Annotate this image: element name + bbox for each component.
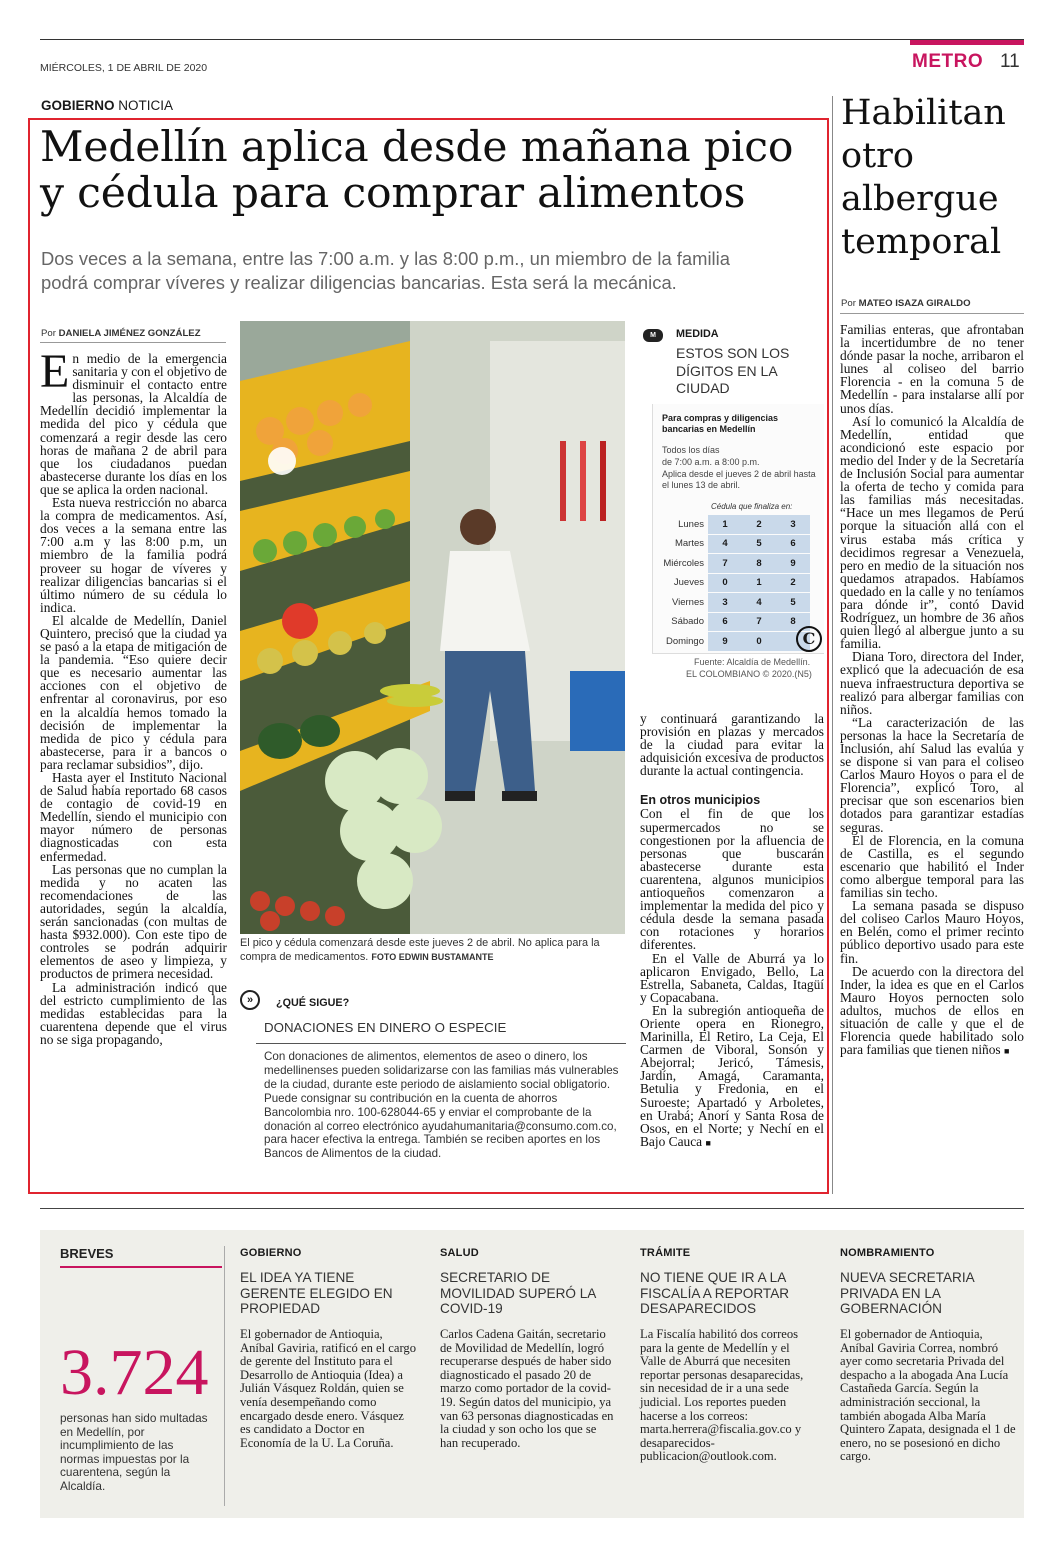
byline-author: DANIELA JIMÉNEZ GONZÁLEZ xyxy=(58,328,201,339)
breves-divider xyxy=(224,1246,225,1506)
table-digit: 3 xyxy=(776,515,810,534)
measure-badge: M xyxy=(643,329,663,342)
headline xyxy=(40,125,830,217)
byline xyxy=(41,328,201,339)
breve-text: La Fiscalía habilitó dos correos para la gente de Medellín y el Valle de Aburrá que necesiten reportar personas desaparecidas, sin necesidad de ir a una sede judicial. Los reportes pueden hacerse a los correos: marta.herrera@fiscalia.gov.co y desaparecidos-publicacion@outlook.com. xyxy=(640,1327,804,1464)
col3-paragraph-2: Con el fin de que los supermercados no se congestionen por la afluencia de personas que buscarán abastecerse durante esta cuarentena, algunos municipios antioqueños comenzaron a implementar la medida del pico y cédula desde la semana pasada con rotaciones y horarios diferentes. xyxy=(640,806,824,953)
breves-number-caption: personas han sido multadas en Medellín, por incumplimiento de las normas impuestas por la cuarentena, según la Alcaldía. xyxy=(60,1411,208,1493)
table-row xyxy=(658,515,810,534)
top-rule xyxy=(40,39,1024,40)
side-byline xyxy=(841,298,971,309)
breves-label: BREVES xyxy=(60,1246,114,1261)
table-digit: 4 xyxy=(742,593,776,612)
side-paragraph-5: El de Florencia, en la comuna de Castilla, es el segundo escenario que habilitó el Inder como albergue temporal para las familias sin techo. xyxy=(840,832,1024,901)
breve-section: TRÁMITE xyxy=(640,1247,691,1259)
table-row xyxy=(658,535,810,554)
table-digit: 0 xyxy=(742,632,776,651)
table-digit: 1 xyxy=(742,574,776,593)
breve-item xyxy=(440,1247,616,1450)
table-row xyxy=(658,613,810,632)
breves-label-rule xyxy=(60,1266,222,1268)
infographic-desc-3: Aplica desde el jueves 2 de abril hasta el lunes 13 de abril. xyxy=(662,469,816,490)
column-3 xyxy=(640,712,824,1150)
col1-paragraph-1: n medio de la emergencia sanitaria y con el objetivo de disminuir el contacto entre las personas, la Alcaldía de Medellín decidió implementar la medida del pico y cédula que comenzará a regir desde las cero horas de mañana 2 de abril para que los ciudadanos puedan abastecerse durante los días en los que se aplica la orden nacional. xyxy=(40,351,227,497)
side-paragraph-3: Diana Toro, directora del Inder, explicó que la adecuación de esa nueva infraestructura deportiva se realizó para albergar familias con niños. xyxy=(840,649,1024,717)
col3-paragraph-4 xyxy=(640,1004,824,1150)
side-byline-prefix: Por xyxy=(841,298,856,309)
breve-text: El gobernador de Antioquia, Aníbal Gaviria, ratificó en el cargo de gerente del Instituto para el Desarrollo de Antioquia (Idea) a Julián Vásquez Roldán, quien se venía desempeñando como encargado desde enero. Vásquez es candidato a Doctor en Economía de la U. La Coruña. xyxy=(240,1327,417,1450)
table-digit: 5 xyxy=(776,593,810,612)
table-row xyxy=(658,593,810,612)
breve-item xyxy=(840,1247,1016,1464)
table-digit: 2 xyxy=(776,574,810,593)
section-name: METRO xyxy=(912,51,984,72)
kicker xyxy=(41,98,173,113)
side-end-mark: ■ xyxy=(1004,1046,1010,1057)
breves-top-rule xyxy=(40,1208,1024,1209)
table-day: Viernes xyxy=(671,596,704,608)
breve-item xyxy=(240,1247,416,1450)
table-digit: 5 xyxy=(742,535,776,554)
headline-line-1: Medellín aplica desde mañana pico xyxy=(40,123,794,172)
cedula-table-body xyxy=(658,515,810,651)
end-mark: ■ xyxy=(705,1137,711,1148)
breve-text: El gobernador de Antioquia, Aníbal Gaviria Correa, nombró ayer como secretaria Privada del despacho a la abogada Ana Lucía Castañeda García. Según la administración seccional, la también abogada Alba María Quintero Zapata, designada el 1 de enero, no se posesionó en dicho cargo. xyxy=(840,1327,1016,1464)
next-steps-label: ¿QUÉ SIGUE? xyxy=(276,997,350,1009)
infographic-copyright: EL COLOMBIANO © 2020.(N5) xyxy=(686,669,812,679)
table-digit: 7 xyxy=(708,554,742,573)
col3-subhead: En otros municipios xyxy=(640,793,761,808)
kicker-type: NOTICIA xyxy=(118,98,174,113)
col3-paragraph-1: y continuará garantizando la provisión en plazas y mercados de la ciudad para evitar la adquisición excesiva de productos durante la actual contingencia. xyxy=(640,711,824,779)
table-digit: 7 xyxy=(742,613,776,632)
table-digit: 1 xyxy=(708,515,742,534)
byline-rule xyxy=(40,342,226,343)
table-column-header: Cédula que finaliza en: xyxy=(711,502,793,511)
table-digit: 4 xyxy=(708,535,742,554)
table-digit: 6 xyxy=(776,535,810,554)
photo-credit: FOTO EDWIN BUSTAMANTE xyxy=(371,951,494,962)
headline-line-2: y cédula para comprar alimentos xyxy=(40,169,746,218)
side-byline-author: MATEO ISAZA GIRALDO xyxy=(858,298,971,309)
table-day: Martes xyxy=(674,538,704,550)
col1-paragraph-3: El alcalde de Medellín, Daniel Quintero, precisó que la ciudad ya se pasó a la etapa de mitigación de la pandemia. “Eso quiere decir que es necesario aumentar las acciones con el objetivo de enfrentar al coronavirus, por eso en la alcaldía hemos tomado la decisión de implementar la medida de pico y cédula para abastecerse, para ir a bancos o para reclamar subsidios”, dijo. xyxy=(40,612,227,772)
side-paragraph-7-text: De acuerdo con la directora del Inder, la idea es que en el Carlos Mauro Hoyos pernocten solo adultos, muchos de ellos en situación de calle y que el de Florencia quede habilitado solo para familias que tienen niños xyxy=(840,963,1024,1058)
deck xyxy=(41,247,826,294)
breve-item xyxy=(640,1247,816,1464)
drop-cap: E xyxy=(40,345,70,398)
supermarket-illustration xyxy=(240,321,625,934)
side-headline: Habilitan otro albergue temporal xyxy=(841,93,1006,262)
col1-paragraph-2: Esta nueva restricción no abarca la compra de medicamentos. Así, dos veces a la semana entre las 7:00 a.m y las 8:00 p.m, un miembro de la familia podrá proveer su hogar de víveres y realizar diligencias bancarias si el último número de su cédula lo indica. xyxy=(40,495,227,615)
side-paragraph-7 xyxy=(840,965,1024,1059)
side-paragraph-4: “La caracterización de las personas la hace la Secretaría de Inclusión, ahí Salud las evalúa y se dispone si van para el coliseo Carlos Mauro Hoyos o para el de Florencia”, explicó Toro, al precisar que son escenarios bien dotados para garantizar estadías seguras. xyxy=(840,714,1024,835)
page-number: 11 xyxy=(1000,51,1020,72)
date-line: MIÉRCOLES, 1 DE ABRIL DE 2020 xyxy=(40,62,208,74)
infographic-desc-2: de 7:00 a.m. a 8:00 p.m. xyxy=(662,457,760,467)
next-steps-icon: » xyxy=(240,990,260,1010)
table-row xyxy=(658,632,810,651)
side-divider xyxy=(832,96,833,1194)
breve-title: SECRETARIO DE MOVILIDAD SUPERÓ LA COVID-19 xyxy=(440,1270,596,1316)
next-steps-text: Con donaciones de alimentos, elementos de aseo o dinero, los medellinenses pueden solidarizarse con las familias más vulnerables de la ciudad, durante este periodo de aislamiento social obligatorio. Puede consignar su contribución en la cuenta de ahorros Bancolombia nro. 100-628044-65 y enviar el comprobante de la donación al correo electrónico ayudahumanitaria@consumo.com.co, para hacer efectiva la entrega. También se reciben aportes en los Bancos de Alimentos de la ciudad. xyxy=(264,1050,619,1161)
caption-text: El pico y cédula comenzará desde este jueves 2 de abril. No aplica para la compra de medicamentos. xyxy=(240,937,600,963)
table-day: Domingo xyxy=(665,635,704,647)
infographic-desc-1: Todos los días xyxy=(662,445,720,455)
infographic-title: ESTOS SON LOS DÍGITOS EN LA CIUDAD xyxy=(676,345,790,397)
side-byline-rule xyxy=(840,313,1024,314)
column-1 xyxy=(40,345,227,1047)
col1-paragraph-4: Hasta ayer el Instituto Nacional de Salud había reportado 68 casos de contagio de covid-19 en Medellín, siendo el municipio con mayor número de personas diagnosticadas con esta enfermedad. xyxy=(40,770,227,864)
col1-paragraph-5: Las personas que no cumplan la medida y no acaten las recomendaciones de las autoridades, según la alcaldía, serán sancionadas (con multas de hasta $932.000). Con este tipo de controles se podrán adquirir elementos de aseo y limpieza, y productos de primera necesidad. xyxy=(40,861,227,982)
byline-prefix: Por xyxy=(41,328,56,339)
breve-text: Carlos Cadena Gaitán, secretario de Movilidad de Medellín, logró recuperarse después de haber sido diagnosticado el pasado 20 de marzo como portador de la covid-19. Según datos del municipio, ya van 63 personas diagnosticadas en la ciudad y son ocho los que se han recuperado. xyxy=(440,1327,614,1450)
side-paragraph-2: Así lo comunicó la Alcaldía de Medellín, entidad que acondicionó este espacio por medio del Inder y de la Secretaría de Inclusión Social para aumentar la oferta de techo y comida para las familias más necesitadas. “Hace un mes llegamos de Perú porque la situación allá con el virus estaba más crítica y decidimos regresar a Venezuela, pero en medio de la situación nos quedamos atrapados. Habíamos quedado en la calle y no teníamos para dónde ir”, contó David Rodríguez, un hombre de 36 años quien llegó al albergue junto a su familia. xyxy=(840,413,1024,652)
table-digit: 2 xyxy=(742,515,776,534)
article-photo xyxy=(240,321,625,934)
table-digit: 8 xyxy=(776,613,810,632)
col3-paragraph-4-text: En la subregión antioqueña de Oriente opera en Rionegro, Marinilla, El Retiro, La Ceja, El Carmen de Viboral, Sonsón y Abejorral; Jericó, Támesis, Jardín, Amagá, Caramanta, Betulia y Fredonia, en el Suroeste; Apartadó y Arboletes, en Urabá; Anorí y Santa Rosa de Osos, en el Norte; y Nechí en el Bajo Cauca xyxy=(640,1002,824,1149)
infographic-subtitle: Para compras y diligencias bancarias en Medellín xyxy=(662,413,779,434)
table-digit: 6 xyxy=(708,613,742,632)
table-digit: 3 xyxy=(708,593,742,612)
next-steps-rule xyxy=(256,1043,626,1044)
side-column xyxy=(840,323,1024,1058)
photo-caption xyxy=(240,937,625,964)
table-day: Jueves xyxy=(673,577,704,589)
next-steps-title: DONACIONES EN DINERO O ESPECIE xyxy=(264,1020,507,1035)
table-digit: 8 xyxy=(742,554,776,573)
infographic-source: Fuente: Alcaldía de Medellín. xyxy=(694,657,811,667)
breve-title: NUEVA SECRETARIA PRIVADA EN LA GOBERNACIÓN xyxy=(840,1270,974,1316)
breve-section: SALUD xyxy=(440,1247,479,1259)
newspaper-logo: C xyxy=(796,626,822,652)
col1-paragraph-6: La administración indicó que del estricto cumplimiento de las medidas establecidas para la cuarentena depende que el virus no se siga propagando, xyxy=(40,979,227,1047)
breve-title: NO TIENE QUE IR A LA FISCALÍA A REPORTAR DESAPARECIDOS xyxy=(640,1270,790,1316)
table-row xyxy=(658,574,810,593)
table-day: Miércoles xyxy=(663,557,704,569)
table-day: Lunes xyxy=(678,518,704,530)
col3-paragraph-3: En el Valle de Aburrá ya lo aplicaron Envigado, Bello, La Estrella, Sabaneta, Caldas, Itagüí y Copacabana. xyxy=(640,950,824,1005)
breves-big-number: 3.724 xyxy=(60,1336,209,1409)
kicker-section: GOBIERNO xyxy=(41,98,115,113)
table-row xyxy=(658,554,810,573)
table-day: Sábado xyxy=(671,616,704,628)
deck-line-2: podrá comprar víveres y realizar diligencias bancarias. Esta será la mecánica. xyxy=(41,271,677,293)
table-digit: 9 xyxy=(776,554,810,573)
infographic-label: MEDIDA xyxy=(676,328,719,340)
section-bar xyxy=(910,40,1024,45)
table-digit: 0 xyxy=(708,574,742,593)
side-paragraph-6: La semana pasada se dispuso del coliseo Carlos Mauro Hoyos, en Belén, como el primer recinto público deportivo usado para este fin. xyxy=(840,898,1024,966)
deck-line-1: Dos veces a la semana, entre las 7:00 a.m. y las 8:00 p.m., un miembro de la familia xyxy=(41,248,730,269)
breve-section: NOMBRAMIENTO xyxy=(840,1247,935,1259)
side-paragraph-1: Familias enteras, que afrontaban la incertidumbre de no tener dónde pasar la noche, arribaron el lunes al coliseo del barrio Florencia - en la comuna 5 de Medellín - para instalarse allí por unos días. xyxy=(840,322,1024,416)
cedula-table xyxy=(658,514,810,652)
breve-title: EL IDEA YA TIENE GERENTE ELEGIDO EN PROPIEDAD xyxy=(240,1270,393,1316)
breve-section: GOBIERNO xyxy=(240,1247,302,1259)
table-digit: 9 xyxy=(708,632,742,651)
